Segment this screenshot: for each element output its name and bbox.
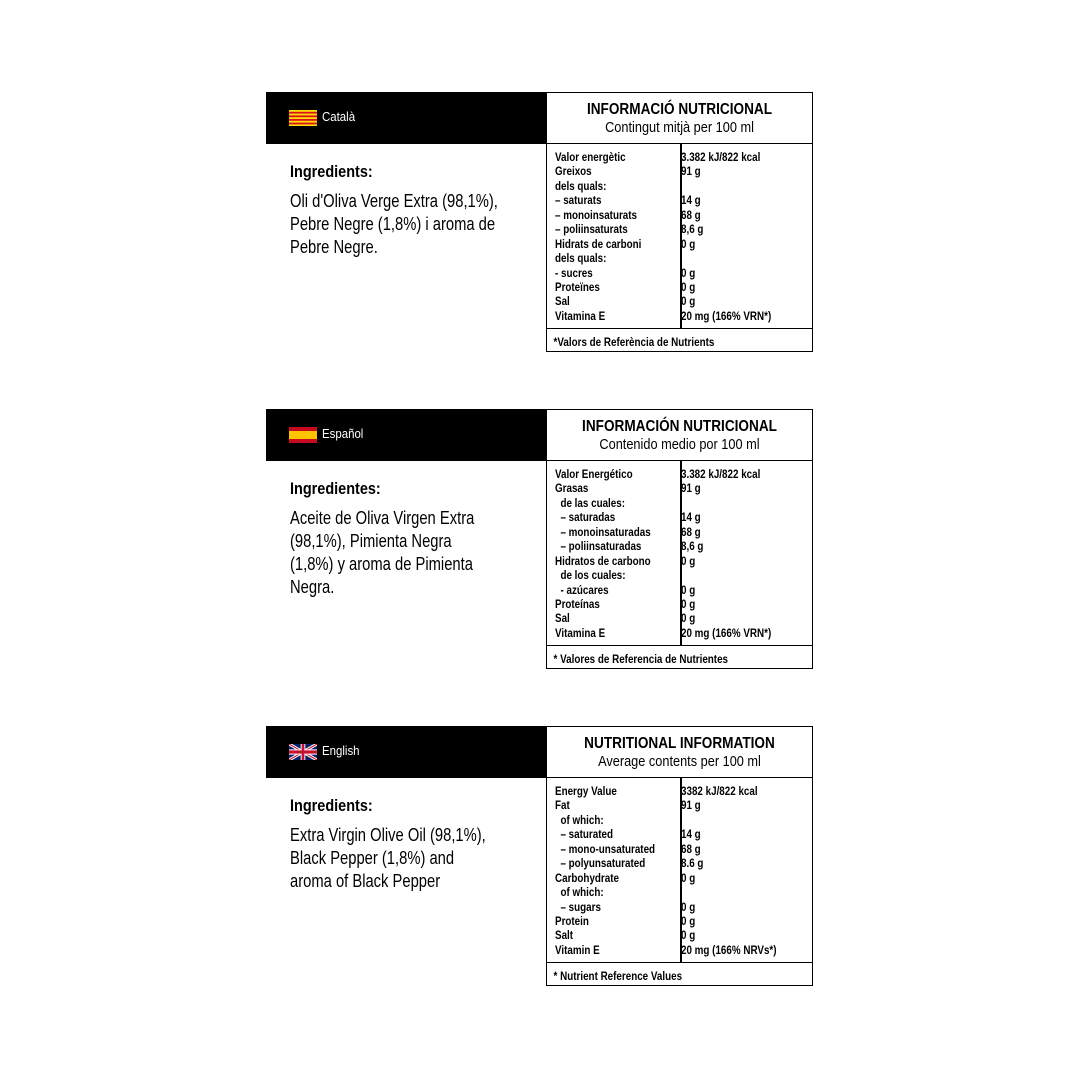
nutrient-value: 68 g <box>681 524 701 539</box>
nutrition-row <box>555 539 808 553</box>
nutrient-label: Energy Value <box>555 784 617 798</box>
nutrition-table-subtitle: Contenido medio por 100 ml <box>599 436 760 453</box>
nutrition-table-body <box>547 778 812 963</box>
nutrition-row <box>555 481 808 495</box>
ingredients-block <box>290 162 530 259</box>
nutrient-value: 0 g <box>681 596 696 611</box>
nutrition-table-header <box>547 410 812 461</box>
nutrient-label: Sal <box>555 611 570 626</box>
catalan-flag-icon <box>289 110 317 126</box>
nutrition-table-header <box>547 93 812 144</box>
nutrient-label: – polyunsaturated <box>555 856 646 871</box>
nutrition-row <box>555 798 808 812</box>
nutrient-value: 20 mg (166% VRN*) <box>681 625 772 640</box>
nutrient-label: – saturadas <box>555 510 616 525</box>
nutrition-table <box>546 726 813 986</box>
nutrition-row <box>555 871 808 885</box>
nutrition-row <box>555 251 808 265</box>
nutrition-row <box>555 280 808 294</box>
nutrition-row <box>555 208 808 222</box>
nutrient-value: 68 g <box>681 207 701 222</box>
nutrient-label: - azúcares <box>555 582 609 597</box>
ingredients-text: Extra Virgin Olive Oil (98,1%), Black Pepper (1,8%) and aroma of Black Pepper <box>290 825 486 891</box>
nutrition-row <box>555 928 808 942</box>
nutrient-label: de las cuales: <box>555 495 626 510</box>
nutrient-label: Proteínas <box>555 596 600 611</box>
nutrition-row <box>555 237 808 251</box>
nutrition-row <box>555 525 808 539</box>
nutrient-label: of which: <box>555 885 604 900</box>
nutrition-row <box>555 842 808 856</box>
nutrient-value: 0 g <box>681 899 696 914</box>
nutrition-footnote: * Nutrient Reference Values <box>553 969 683 983</box>
language-bar <box>266 409 547 461</box>
nutrient-label: Grasas <box>555 481 589 496</box>
nutrient-label: de los cuales: <box>555 568 626 583</box>
nutrition-row <box>555 510 808 524</box>
nutrient-label: Hidratos de carbono <box>555 553 651 568</box>
nutrient-label: of which: <box>555 812 604 827</box>
nutrition-row <box>555 943 808 957</box>
nutrient-label: – poliinsaturats <box>555 222 628 237</box>
nutrient-label: Hidrats de carboni <box>555 236 642 251</box>
nutrition-row <box>555 885 808 899</box>
nutrient-label: Vitamina E <box>555 625 606 640</box>
nutrition-row <box>555 611 808 625</box>
nutrition-table-title: NUTRITIONAL INFORMATION <box>584 735 775 752</box>
nutrient-value: 91 g <box>681 798 701 813</box>
nutrition-table-title: INFORMACIÓ NUTRICIONAL <box>586 101 773 118</box>
nutrient-value: 8,6 g <box>681 222 704 237</box>
ingredients-title: Ingredientes: <box>290 479 381 498</box>
nutrition-row <box>555 222 808 236</box>
nutrition-table-body <box>547 144 812 329</box>
nutrition-rows <box>555 784 808 957</box>
nutrition-row <box>555 583 808 597</box>
nutrient-value: 91 g <box>681 164 701 179</box>
language-label: Català <box>322 109 356 124</box>
nutrient-label: – saturats <box>555 193 602 208</box>
nutrition-row <box>555 626 808 640</box>
nutrient-value: 0 g <box>681 236 696 251</box>
nutrient-label: Proteïnes <box>555 279 600 294</box>
nutrition-row <box>555 914 808 928</box>
nutrient-value: 14 g <box>681 827 701 842</box>
nutrient-value: 0 g <box>681 279 696 294</box>
nutrition-table-subtitle: Average contents per 100 ml <box>598 753 761 770</box>
nutrient-value: 14 g <box>681 193 701 208</box>
ingredients-block <box>290 479 530 599</box>
nutrition-table <box>546 409 813 669</box>
nutrient-label: Valor Energético <box>555 467 633 481</box>
nutrition-row <box>555 150 808 164</box>
nutrition-table-body <box>547 461 812 646</box>
nutrition-row <box>555 856 808 870</box>
ingredients-title: Ingredients: <box>290 162 373 181</box>
ingredients-title: Ingredients: <box>290 796 373 815</box>
nutrition-row <box>555 309 808 323</box>
nutrient-label: Valor energètic <box>555 150 626 164</box>
nutrient-label: Sal <box>555 294 570 309</box>
nutrition-row <box>555 164 808 178</box>
nutrition-row <box>555 496 808 510</box>
nutrient-value: 68 g <box>681 841 701 856</box>
nutrition-table-title: INFORMACIÓN NUTRICIONAL <box>582 418 777 435</box>
nutrient-label: – monoinsaturats <box>555 207 638 222</box>
nutrition-row <box>555 467 808 481</box>
nutrition-table-header <box>547 727 812 778</box>
nutrient-value: 8,6 g <box>681 539 704 554</box>
nutrition-table-subtitle: Contingut mitjà per 100 ml <box>605 119 754 136</box>
nutrient-label: Vitamina E <box>555 308 606 323</box>
nutrition-row <box>555 568 808 582</box>
nutrient-label: Fat <box>555 798 570 813</box>
nutrition-rows <box>555 467 808 640</box>
nutrient-label: Vitamin E <box>555 942 600 957</box>
nutrient-value: 3382 kJ/822 kcal <box>681 784 758 798</box>
nutrient-value: 8.6 g <box>681 856 704 871</box>
nutrient-label: - sucres <box>555 265 593 280</box>
nutrient-label: Salt <box>555 928 574 943</box>
nutrient-label: Greixos <box>555 164 592 179</box>
spanish-flag-icon <box>289 427 317 443</box>
ingredients-text: Oli d'Oliva Verge Extra (98,1%), Pebre Negre (1,8%) i aroma de Pebre Negre. <box>290 191 498 257</box>
nutrient-value: 20 mg (166% VRN*) <box>681 308 772 323</box>
nutrition-row <box>555 784 808 798</box>
nutrient-label: – monoinsaturadas <box>555 524 651 539</box>
nutrient-value: 3.382 kJ/822 kcal <box>681 467 761 481</box>
nutrient-value: 0 g <box>681 611 696 626</box>
nutrient-value: 0 g <box>681 553 696 568</box>
nutrition-footnote: * Valores de Referencia de Nutrientes <box>553 652 729 666</box>
nutrient-label: dels quals: <box>555 251 607 266</box>
nutrition-footnote: *Valors de Referència de Nutrients <box>553 335 715 349</box>
nutrient-label: – sugars <box>555 899 601 914</box>
nutrient-value: 91 g <box>681 481 701 496</box>
nutrient-label: – mono-unsaturated <box>555 841 656 856</box>
nutrient-value: 0 g <box>681 582 696 597</box>
nutrient-value: 0 g <box>681 294 696 309</box>
nutrition-row <box>555 294 808 308</box>
nutrition-row <box>555 597 808 611</box>
nutrient-label: Carbohydrate <box>555 870 619 885</box>
nutrient-value: 0 g <box>681 870 696 885</box>
language-label: English <box>322 743 360 758</box>
nutrition-row <box>555 900 808 914</box>
nutrition-row <box>555 179 808 193</box>
nutrition-row <box>555 266 808 280</box>
uk-flag-icon <box>289 744 317 760</box>
language-bar <box>266 92 547 144</box>
nutrition-row <box>555 193 808 207</box>
nutrient-value: 0 g <box>681 928 696 943</box>
ingredients-text: Aceite de Oliva Virgen Extra (98,1%), Pimienta Negra (1,8%) y aroma de Pimienta Negra. <box>290 508 475 597</box>
nutrition-row <box>555 554 808 568</box>
nutrient-value: 14 g <box>681 510 701 525</box>
nutrient-value: 0 g <box>681 265 696 280</box>
nutrition-row <box>555 827 808 841</box>
nutrition-rows <box>555 150 808 323</box>
language-label: Español <box>322 426 364 441</box>
language-bar <box>266 726 547 778</box>
nutrient-value: 20 mg (166% NRVs*) <box>681 942 777 957</box>
nutrient-label: – poliinsaturadas <box>555 539 642 554</box>
nutrient-label: – saturated <box>555 827 613 842</box>
ingredients-block <box>290 796 530 893</box>
nutrient-value: 3.382 kJ/822 kcal <box>681 150 761 164</box>
nutrient-label: Protein <box>555 913 589 928</box>
nutrition-row <box>555 813 808 827</box>
nutrient-value: 0 g <box>681 913 696 928</box>
nutrition-table <box>546 92 813 352</box>
nutrient-label: dels quals: <box>555 178 607 193</box>
